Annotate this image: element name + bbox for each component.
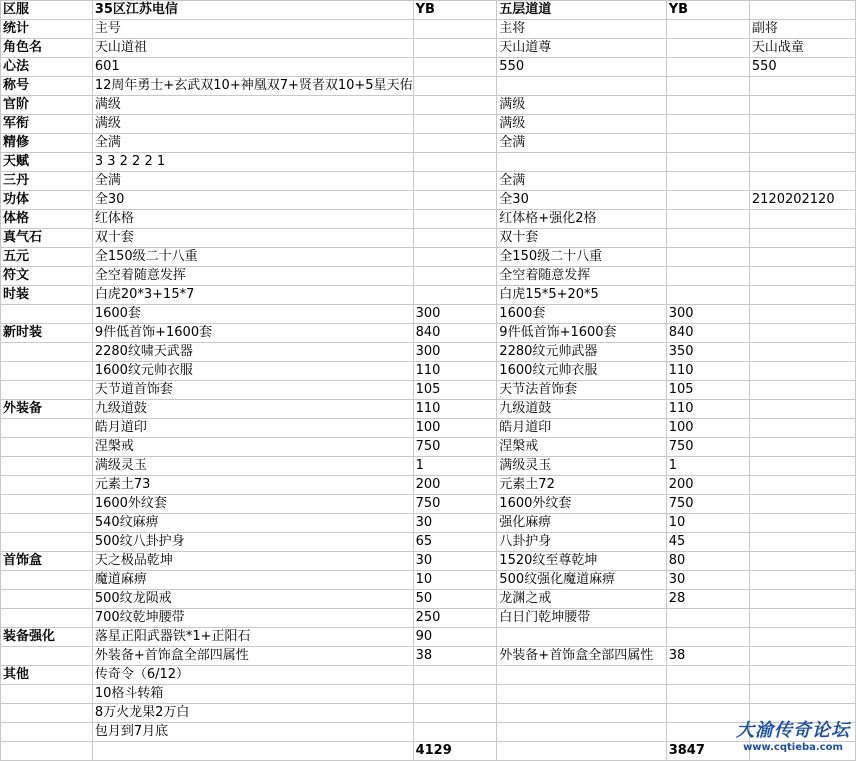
table-cell[interactable]: YB [666, 1, 749, 20]
table-cell[interactable] [497, 685, 666, 704]
table-row [1, 248, 856, 267]
table-cell[interactable] [413, 267, 497, 286]
table-cell[interactable] [749, 628, 855, 647]
table-cell[interactable] [413, 153, 497, 172]
table-cell[interactable]: 全满 [497, 172, 666, 191]
table-cell[interactable] [413, 191, 497, 210]
row-label-cell[interactable] [1, 704, 93, 723]
table-cell[interactable] [749, 77, 855, 96]
table-row [1, 305, 856, 324]
row-label-cell[interactable] [1, 457, 93, 476]
table-cell[interactable] [749, 609, 855, 628]
row-label-cell[interactable]: 体格 [1, 210, 93, 229]
table-row [1, 628, 856, 647]
table-row [1, 20, 856, 39]
table-cell[interactable]: 10 [413, 571, 497, 590]
table-cell[interactable]: 满级 [92, 115, 413, 134]
row-label-cell[interactable] [1, 381, 93, 400]
table-cell[interactable]: 2280纹元帅武器 [497, 343, 666, 362]
table-cell[interactable] [413, 58, 497, 77]
table-cell[interactable]: 350 [666, 343, 749, 362]
table-cell[interactable]: 700纹乾坤腰带 [92, 609, 413, 628]
table-cell[interactable]: 1520纹至尊乾坤 [497, 552, 666, 571]
table-cell[interactable] [413, 229, 497, 248]
table-cell[interactable] [749, 172, 855, 191]
table-cell[interactable]: 天节法首饰套 [497, 381, 666, 400]
table-cell[interactable] [666, 20, 749, 39]
table-cell[interactable]: 天节道首饰套 [92, 381, 413, 400]
table-row [1, 609, 856, 628]
table-cell[interactable]: 九级道鼓 [497, 400, 666, 419]
table-row [1, 400, 856, 419]
row-label-cell[interactable] [1, 305, 93, 324]
row-label-cell[interactable] [1, 742, 93, 761]
table-row [1, 704, 856, 723]
table-cell[interactable]: 1 [666, 457, 749, 476]
forum-watermark [736, 716, 850, 753]
table-cell[interactable]: 840 [666, 324, 749, 343]
table-cell[interactable]: 750 [666, 495, 749, 514]
table-cell[interactable]: 300 [413, 343, 497, 362]
row-label-cell[interactable] [1, 419, 93, 438]
table-cell[interactable]: 涅槃戒 [92, 438, 413, 457]
table-cell[interactable]: 强化麻痹 [497, 514, 666, 533]
table-cell[interactable]: 100 [666, 419, 749, 438]
table-row [1, 191, 856, 210]
table-cell[interactable]: 3847 [666, 742, 749, 761]
table-cell[interactable]: 全30 [497, 191, 666, 210]
table-row [1, 438, 856, 457]
table-cell[interactable] [666, 286, 749, 305]
row-label-cell[interactable]: 角色名 [1, 39, 93, 58]
row-label-cell[interactable]: 外装备 [1, 400, 93, 419]
table-row [1, 153, 856, 172]
table-cell[interactable]: 全满 [92, 134, 413, 153]
table-row [1, 77, 856, 96]
table-row [1, 457, 856, 476]
row-label-cell[interactable]: 新时装 [1, 324, 93, 343]
table-cell[interactable] [749, 267, 855, 286]
row-label-cell[interactable] [1, 476, 93, 495]
table-cell[interactable] [749, 362, 855, 381]
table-cell[interactable]: 满级灵玉 [497, 457, 666, 476]
table-cell[interactable]: 3 3 2 2 2 1 [92, 153, 413, 172]
row-label-cell[interactable]: 军衔 [1, 115, 93, 134]
table-row [1, 419, 856, 438]
table-cell[interactable]: 10格斗转箱 [92, 685, 413, 704]
table-cell[interactable]: 双十套 [497, 229, 666, 248]
table-row [1, 666, 856, 685]
row-label-cell[interactable]: 官阶 [1, 96, 93, 115]
table-row [1, 476, 856, 495]
table-cell[interactable]: 2280纹啸天武器 [92, 343, 413, 362]
table-cell[interactable] [413, 96, 497, 115]
table-cell[interactable]: 1600纹元帅衣服 [497, 362, 666, 381]
table-cell[interactable]: 750 [666, 438, 749, 457]
table-cell[interactable]: 500纹强化魔道麻痹 [497, 571, 666, 590]
table-cell[interactable] [497, 723, 666, 742]
row-label-cell[interactable] [1, 343, 93, 362]
spreadsheet-body [1, 1, 856, 761]
table-cell[interactable] [749, 533, 855, 552]
row-label-cell[interactable] [1, 723, 93, 742]
row-label-cell[interactable]: 五元 [1, 248, 93, 267]
table-cell[interactable] [749, 343, 855, 362]
row-label-cell[interactable] [1, 533, 93, 552]
table-row [1, 495, 856, 514]
table-cell[interactable] [749, 229, 855, 248]
table-cell[interactable]: YB [413, 1, 497, 20]
table-cell[interactable]: 全150级二十八重 [92, 248, 413, 267]
row-label-cell[interactable] [1, 495, 93, 514]
table-cell[interactable] [666, 666, 749, 685]
row-label-cell[interactable] [1, 438, 93, 457]
table-cell[interactable]: 涅槃戒 [497, 438, 666, 457]
table-cell[interactable]: 全满 [497, 134, 666, 153]
table-cell[interactable]: 全满 [92, 172, 413, 191]
table-cell[interactable]: 4129 [413, 742, 497, 761]
table-cell[interactable]: 90 [413, 628, 497, 647]
table-cell[interactable] [749, 514, 855, 533]
table-cell[interactable]: 35区江苏电信 [92, 1, 413, 20]
table-cell[interactable] [749, 134, 855, 153]
header-row [1, 1, 856, 20]
table-cell[interactable]: 元素土73 [92, 476, 413, 495]
table-cell[interactable]: 白日门乾坤腰带 [497, 609, 666, 628]
table-cell[interactable]: 皓月道印 [92, 419, 413, 438]
table-cell[interactable]: 五层道道 [497, 1, 666, 20]
table-cell[interactable]: 外装备+首饰盒全部四属性 [92, 647, 413, 666]
table-cell[interactable]: 天山道祖 [92, 39, 413, 58]
table-cell[interactable] [497, 77, 666, 96]
row-label-cell[interactable] [1, 647, 93, 666]
row-label-cell[interactable]: 功体 [1, 191, 93, 210]
row-label-cell[interactable]: 精修 [1, 134, 93, 153]
table-cell[interactable] [749, 476, 855, 495]
table-cell[interactable]: 全150级二十八重 [497, 248, 666, 267]
table-row [1, 571, 856, 590]
table-row [1, 39, 856, 58]
table-cell[interactable]: 1 [413, 457, 497, 476]
row-label-cell[interactable] [1, 609, 93, 628]
table-cell[interactable]: 50 [413, 590, 497, 609]
table-cell[interactable]: 双十套 [92, 229, 413, 248]
table-cell[interactable]: 110 [666, 400, 749, 419]
row-label-cell[interactable] [1, 685, 93, 704]
row-label-cell[interactable] [1, 362, 93, 381]
table-cell[interactable]: 105 [666, 381, 749, 400]
table-cell[interactable] [749, 115, 855, 134]
table-cell[interactable]: 30 [413, 552, 497, 571]
table-cell[interactable]: 38 [666, 647, 749, 666]
table-cell[interactable] [749, 1, 855, 20]
table-row [1, 210, 856, 229]
total-row [1, 742, 856, 761]
table-cell[interactable] [92, 742, 413, 761]
row-label-cell[interactable]: 天赋 [1, 153, 93, 172]
table-cell[interactable] [749, 685, 855, 704]
table-cell[interactable] [413, 115, 497, 134]
row-label-cell[interactable]: 心法 [1, 58, 93, 77]
table-row [1, 381, 856, 400]
table-cell[interactable]: 110 [413, 400, 497, 419]
table-cell[interactable] [666, 685, 749, 704]
table-cell[interactable] [666, 134, 749, 153]
table-cell[interactable] [749, 248, 855, 267]
row-label-cell[interactable]: 时装 [1, 286, 93, 305]
table-cell[interactable]: 1600外纹套 [497, 495, 666, 514]
table-row [1, 229, 856, 248]
table-cell[interactable]: 外装备+首饰盒全部四属性 [497, 647, 666, 666]
row-label-cell[interactable]: 三丹 [1, 172, 93, 191]
row-label-cell[interactable] [1, 590, 93, 609]
table-cell[interactable]: 龙渊之戒 [497, 590, 666, 609]
table-cell[interactable] [749, 552, 855, 571]
table-cell[interactable]: 550 [497, 58, 666, 77]
table-cell[interactable]: 副将 [749, 20, 855, 39]
table-cell[interactable]: 500纹八卦护身 [92, 533, 413, 552]
table-cell[interactable] [749, 210, 855, 229]
row-label-cell[interactable]: 区服 [1, 1, 93, 20]
table-cell[interactable]: 9件低首饰+1600套 [497, 324, 666, 343]
table-row [1, 552, 856, 571]
table-row [1, 685, 856, 704]
table-cell[interactable]: 全30 [92, 191, 413, 210]
table-cell[interactable]: 750 [413, 438, 497, 457]
table-row [1, 723, 856, 742]
table-cell[interactable] [666, 628, 749, 647]
table-cell[interactable]: 全空着随意发挥 [92, 267, 413, 286]
table-cell[interactable]: 1600套 [497, 305, 666, 324]
table-cell[interactable] [666, 248, 749, 267]
table-row [1, 286, 856, 305]
table-cell[interactable] [749, 666, 855, 685]
table-row [1, 58, 856, 77]
table-cell[interactable] [666, 153, 749, 172]
table-cell[interactable] [413, 77, 497, 96]
table-cell[interactable]: 九级道鼓 [92, 400, 413, 419]
table-cell[interactable]: 落星正阳武器铁*1+正阳石 [92, 628, 413, 647]
row-label-cell[interactable]: 统计 [1, 20, 93, 39]
row-label-cell[interactable]: 首饰盒 [1, 552, 93, 571]
table-cell[interactable]: 传奇令（6/12） [92, 666, 413, 685]
table-cell[interactable] [413, 172, 497, 191]
table-cell[interactable]: 65 [413, 533, 497, 552]
table-cell[interactable]: 满级灵玉 [92, 457, 413, 476]
table-cell[interactable] [749, 419, 855, 438]
table-cell[interactable]: 主号 [92, 20, 413, 39]
table-cell[interactable]: 840 [413, 324, 497, 343]
table-row [1, 115, 856, 134]
table-cell[interactable]: 45 [666, 533, 749, 552]
table-cell[interactable]: 天山战童 [749, 39, 855, 58]
table-cell[interactable] [666, 172, 749, 191]
table-cell[interactable] [413, 704, 497, 723]
table-cell[interactable]: 包月到7月底 [92, 723, 413, 742]
table-cell[interactable] [666, 210, 749, 229]
table-cell[interactable] [749, 286, 855, 305]
row-label-cell[interactable]: 装备强化 [1, 628, 93, 647]
table-cell[interactable]: 30 [413, 514, 497, 533]
table-cell[interactable]: 满级 [497, 96, 666, 115]
table-cell[interactable] [413, 685, 497, 704]
table-cell[interactable] [413, 210, 497, 229]
table-cell[interactable] [749, 153, 855, 172]
table-cell[interactable]: 主将 [497, 20, 666, 39]
table-cell[interactable] [413, 248, 497, 267]
table-row [1, 96, 856, 115]
row-label-cell[interactable] [1, 571, 93, 590]
table-cell[interactable]: 200 [413, 476, 497, 495]
watermark-title: 大渝传奇论坛 [736, 720, 850, 741]
row-label-cell[interactable]: 符文 [1, 267, 93, 286]
table-cell[interactable] [749, 438, 855, 457]
table-cell[interactable] [749, 305, 855, 324]
table-cell[interactable]: 10 [666, 514, 749, 533]
table-cell[interactable]: 300 [666, 305, 749, 324]
table-cell[interactable]: 2120202120 [749, 191, 855, 210]
table-cell[interactable] [666, 77, 749, 96]
table-cell[interactable] [666, 115, 749, 134]
table-row [1, 590, 856, 609]
table-cell[interactable] [666, 609, 749, 628]
table-cell[interactable] [666, 58, 749, 77]
table-cell[interactable]: 白虎15*5+20*5 [497, 286, 666, 305]
row-label-cell[interactable]: 其他 [1, 666, 93, 685]
table-cell[interactable] [666, 229, 749, 248]
table-cell[interactable]: 80 [666, 552, 749, 571]
table-row [1, 533, 856, 552]
table-cell[interactable] [497, 153, 666, 172]
watermark-url: www.cqtieba.com [743, 742, 843, 753]
table-cell[interactable]: 8万火龙果2万白 [92, 704, 413, 723]
table-cell[interactable] [666, 96, 749, 115]
table-cell[interactable] [497, 666, 666, 685]
table-cell[interactable] [749, 590, 855, 609]
table-cell[interactable] [749, 324, 855, 343]
table-cell[interactable]: 100 [413, 419, 497, 438]
table-row [1, 647, 856, 666]
table-row [1, 324, 856, 343]
table-cell[interactable]: 550 [749, 58, 855, 77]
row-label-cell[interactable] [1, 514, 93, 533]
table-cell[interactable]: 白虎20*3+15*7 [92, 286, 413, 305]
table-cell[interactable] [749, 457, 855, 476]
table-cell[interactable]: 110 [413, 362, 497, 381]
table-cell[interactable]: 皓月道印 [497, 419, 666, 438]
table-cell[interactable]: 500纹龙陨戒 [92, 590, 413, 609]
table-cell[interactable] [749, 381, 855, 400]
table-row [1, 362, 856, 381]
table-row [1, 267, 856, 286]
table-cell[interactable]: 1600外纹套 [92, 495, 413, 514]
table-cell[interactable]: 红体格+强化2格 [497, 210, 666, 229]
table-cell[interactable] [749, 400, 855, 419]
table-cell[interactable] [749, 495, 855, 514]
table-cell[interactable]: 元素土72 [497, 476, 666, 495]
table-cell[interactable] [749, 96, 855, 115]
table-cell[interactable]: 300 [413, 305, 497, 324]
table-cell[interactable]: 110 [666, 362, 749, 381]
table-cell[interactable] [749, 647, 855, 666]
table-cell[interactable] [413, 286, 497, 305]
table-cell[interactable] [413, 666, 497, 685]
table-cell[interactable]: 30 [666, 571, 749, 590]
table-cell[interactable]: 9件低首饰+1600套 [92, 324, 413, 343]
table-cell[interactable]: 1600套 [92, 305, 413, 324]
table-cell[interactable] [666, 191, 749, 210]
table-cell[interactable] [497, 628, 666, 647]
table-cell[interactable]: 28 [666, 590, 749, 609]
table-cell[interactable]: 12周年勇士+玄武双10+神凰双7+贤者双10+5星天佑 [92, 77, 413, 96]
table-row [1, 134, 856, 153]
table-cell[interactable]: 750 [413, 495, 497, 514]
table-cell[interactable]: 满级 [92, 96, 413, 115]
table-cell[interactable] [749, 571, 855, 590]
table-cell[interactable] [497, 742, 666, 761]
table-row [1, 514, 856, 533]
row-label-cell[interactable]: 称号 [1, 77, 93, 96]
table-cell[interactable]: 红体格 [92, 210, 413, 229]
table-cell[interactable] [413, 20, 497, 39]
table-cell[interactable]: 八卦护身 [497, 533, 666, 552]
table-cell[interactable]: 601 [92, 58, 413, 77]
table-cell[interactable] [413, 134, 497, 153]
table-cell[interactable] [413, 723, 497, 742]
table-cell[interactable] [666, 267, 749, 286]
table-cell[interactable]: 105 [413, 381, 497, 400]
table-cell[interactable]: 天之极品乾坤 [92, 552, 413, 571]
table-cell[interactable]: 540纹麻痹 [92, 514, 413, 533]
table-cell[interactable]: 全空着随意发挥 [497, 267, 666, 286]
table-cell[interactable]: 1600纹元帅衣服 [92, 362, 413, 381]
table-row [1, 172, 856, 191]
table-cell[interactable]: 250 [413, 609, 497, 628]
table-cell[interactable]: 天山道尊 [497, 39, 666, 58]
table-cell[interactable]: 魔道麻痹 [92, 571, 413, 590]
table-cell[interactable]: 满级 [497, 115, 666, 134]
table-row [1, 343, 856, 362]
table-cell[interactable] [413, 39, 497, 58]
table-cell[interactable] [666, 39, 749, 58]
table-cell[interactable] [497, 704, 666, 723]
table-cell[interactable]: 38 [413, 647, 497, 666]
row-label-cell[interactable]: 真气石 [1, 229, 93, 248]
table-cell[interactable]: 200 [666, 476, 749, 495]
